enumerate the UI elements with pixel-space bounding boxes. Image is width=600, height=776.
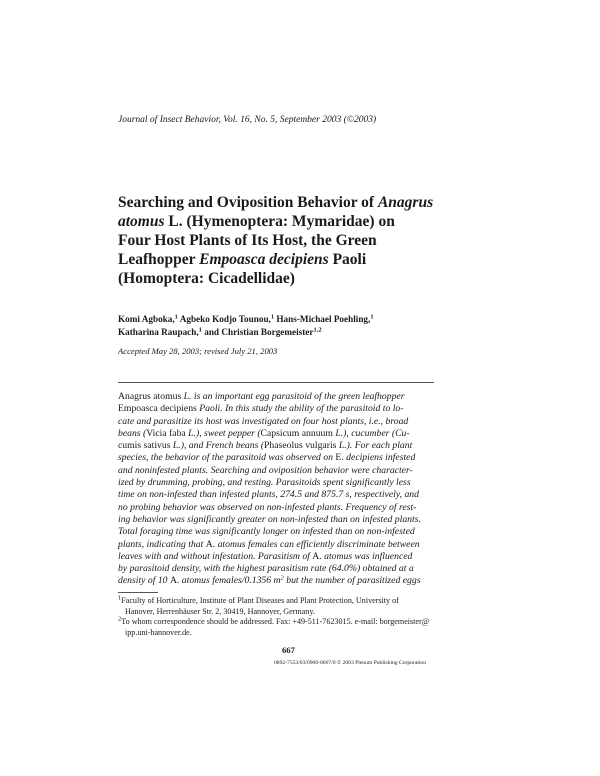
footnote-text: To whom correspondence should be addressed. Fax: +49-511-7623015. e-mail: borgemeister@ <box>121 617 430 627</box>
footnotes <box>118 596 440 638</box>
title-text: Searching and Oviposition Behavior of <box>118 194 378 211</box>
unit-exponent: 2 <box>280 574 284 582</box>
abstract-species: Phaseolus vulgaris <box>264 440 337 452</box>
abstract-line <box>118 428 440 440</box>
abstract-line <box>118 452 440 464</box>
copyright-line: 0892-7553/03/0900-0667/0 © 2003 Plenum Publishing Corporation <box>274 660 427 666</box>
page-number: 667 <box>282 645 295 655</box>
received-dates: Accepted May 28, 2003; revised July 21, 2003 <box>118 346 278 356</box>
title-line-2 <box>118 212 418 231</box>
abstract-species: Vicia faba <box>146 427 186 439</box>
author-name: Komi Agboka, <box>118 314 175 324</box>
abstract-text: L.), and French beans ( <box>170 440 265 452</box>
abstract-line: ized by drumming, probing, and resting. Parasitoids spent significantly less <box>118 477 411 489</box>
abstract-species: Empoasca decipiens <box>118 403 197 415</box>
abstract-text: decipiens infested <box>343 452 416 464</box>
title-line-3: Four Host Plants of Its Host, the Green <box>118 232 377 249</box>
abstract-text: atomus was influenced <box>321 550 413 562</box>
author-name: Hans-Michael Poehling, <box>274 314 371 324</box>
abstract-line: no probing behavior was observed on non-infested plants. Frequency of rest- <box>118 501 417 513</box>
author-name: and Christian Borgemeister <box>201 327 314 337</box>
abstract-line <box>118 391 440 403</box>
abstract-top-rule <box>118 382 434 383</box>
author-line-1 <box>118 313 418 326</box>
abstract-text: Paoli. In this study the ability of the parasitoid to lo- <box>196 403 404 415</box>
title-line-1 <box>118 193 434 212</box>
journal-citation: Journal of Insect Behavior, Vol. 16, No. 5, September 2003 (©2003) <box>118 115 377 125</box>
abstract-text: atomus females can efficiently discriminate between <box>215 538 420 550</box>
affiliation-marker: 1 <box>198 326 202 334</box>
title-text: Paoli <box>328 251 367 268</box>
abstract-text: L.). For each plant <box>336 440 413 452</box>
abstract-text: beans ( <box>118 427 147 439</box>
author-list <box>118 313 418 339</box>
title-line-5: (Homoptera: Cicadellidae) <box>118 270 295 287</box>
title-line-4 <box>118 250 418 269</box>
abstract <box>118 391 440 588</box>
abstract-line <box>118 403 440 415</box>
title-host-species: Empoasca decipiens <box>199 251 329 268</box>
abstract-text: plants, indicating that <box>118 538 206 550</box>
footnote-1-line-1 <box>118 596 440 607</box>
abstract-species: Capsicum annuum <box>260 427 333 439</box>
affiliation-marker: 1 <box>370 313 374 321</box>
abstract-species: E. <box>335 452 344 464</box>
abstract-species: cumis sativus <box>118 440 171 452</box>
footnote-rule <box>118 592 158 593</box>
article-title <box>118 193 434 288</box>
footnote-marker: 1 <box>118 594 122 602</box>
abstract-text: leaves with and without infestation. Parasitism of <box>118 550 313 562</box>
abstract-line <box>118 539 440 551</box>
author-line-2 <box>118 326 418 339</box>
affiliation-marker: 1 <box>270 313 275 321</box>
title-text: Leafhopper <box>118 251 200 268</box>
title-text: L. (Hymenoptera: Mymaridae) on <box>164 213 395 230</box>
abstract-species: A. <box>312 550 322 562</box>
abstract-line <box>118 440 440 452</box>
abstract-line: cate and parasitize its host was investigated on four host plants, i.e., broad <box>118 415 409 427</box>
title-genus: Anagrus <box>377 194 434 211</box>
abstract-text: species, the behavior of the parasitoid was observed on <box>118 452 336 464</box>
footnote-2-line-2: ipp.uni-hannover.de. <box>125 627 192 637</box>
abstract-text: density of 10 <box>118 575 170 587</box>
abstract-text: L.), sweet pepper ( <box>185 427 261 439</box>
title-species: atomus <box>118 213 165 230</box>
affiliation-marker: 1 <box>174 313 178 321</box>
abstract-text: but the number of parasitized eggs <box>283 575 421 587</box>
abstract-species: A. <box>169 575 180 587</box>
affiliation-marker: 1,2 <box>313 326 322 334</box>
author-name: Agbeko Kodjo Tounou, <box>177 314 271 324</box>
footnote-1-line-2: Hanover, Herrenhäuser Str. 2, 30419, Hannover, Germany. <box>125 606 315 616</box>
abstract-line: Total foraging time was significantly longer on infested than on non-infested <box>118 526 415 538</box>
abstract-text: L.), cucumber (Cu- <box>332 427 410 439</box>
abstract-line <box>118 575 440 587</box>
footnote-marker: 2 <box>118 615 122 623</box>
abstract-line <box>118 551 440 563</box>
abstract-line: ing behavior was significantly greater on non-infested than on infested plants. <box>118 513 421 525</box>
abstract-species: Anagrus atomus <box>118 391 182 402</box>
author-name: Katharina Raupach, <box>118 327 199 337</box>
abstract-species: A. <box>205 538 216 550</box>
abstract-line: time on non-infested than infested plants, 274.5 and 875.7 s, respectively, and <box>118 489 419 501</box>
abstract-text: atomus females/0.1356 m <box>179 575 281 587</box>
footnote-text: Faculty of Horticulture, Institute of Plant Diseases and Plant Protection, University of <box>121 596 399 605</box>
abstract-text: L. is an important egg parasitoid of the green leafhopper <box>181 391 405 402</box>
footnote-2-line-1 <box>118 617 440 628</box>
abstract-line: and noninfested plants. Searching and oviposition behavior were character- <box>118 464 413 476</box>
abstract-line: by parasitoid density, with the highest parasitism rate (64.0%) obtained at a <box>118 563 414 575</box>
